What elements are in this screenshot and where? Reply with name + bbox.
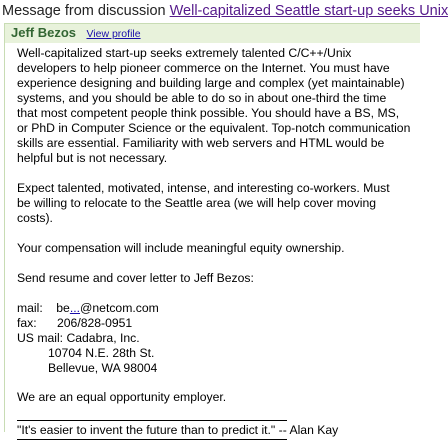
body-line: costs). [17,211,53,225]
address-street: 10704 N.E. 28th St. [48,346,155,360]
email-domain: @netcom.com [80,301,159,315]
paragraph-compensation [17,241,416,256]
body-line: Send resume and cover letter to Jeff Bezos: [17,271,254,285]
paragraph-send-resume [17,271,416,286]
paragraph-coworkers [17,181,416,226]
body-line: We are an equal opportunity employer. [17,390,227,404]
address-city: Bellevue, WA 98004 [48,361,158,375]
discussion-topic-link[interactable]: Well-capitalized Seattle start-up seeks Unix [169,3,448,19]
us-mail-label: US mail: [17,331,64,345]
body-line: that most competent people think possible. You should have a BS, MS, [17,106,400,120]
email-user: be [56,301,70,315]
us-mail-company: Cadabra, Inc. [66,331,140,345]
fax-label: fax: [17,316,37,330]
closing-line [17,390,416,405]
body-line: experience designing and building large and complex (yet maintainable) [17,76,405,90]
body-line: skills are essential. Familiarity with web servers and HTML would be [17,136,385,150]
body-line: Your compensation will include meaningful equity ownership. [17,241,345,255]
body-line: Expect talented, motivated, intense, and interesting co-workers. Must [17,181,390,195]
contact-block [17,301,416,376]
signature-quote: "It's easier to invent the future than to predict it." -- Alan Kay [17,423,339,437]
mail-label: mail: [17,301,43,315]
body-line: be willing to relocate to the Seattle area (we will help cover moving [17,196,377,210]
discussion-title-line [2,0,448,22]
body-line: systems, and you should be able to do so in about one-third the time [17,91,387,105]
mail-row [17,301,416,316]
body-line: Well-capitalized start-up seeks extremely talented C/C++/Unix [17,46,352,60]
signature-block [17,420,416,440]
signature-rule-top [17,420,287,421]
paragraph-intro [17,46,416,166]
message-header [5,23,420,43]
message-body [5,43,420,440]
us-mail-row [17,331,416,346]
body-line: helpful but is not necessary. [17,151,168,165]
discussion-prefix: Message from discussion [2,3,166,19]
email-reveal-link[interactable]: ... [69,301,81,315]
body-line: developers to help pioneer commerce on the Internet. You must have [17,61,390,75]
body-line: or PhD in Computer Science or the equivalent. Top-notch communication [17,121,411,135]
view-profile-link[interactable]: View profile [86,28,141,40]
message-container [4,23,420,437]
fax-number: 206/828-0951 [56,316,133,330]
fax-row [17,316,416,331]
author-name: Jeff Bezos [11,25,77,40]
